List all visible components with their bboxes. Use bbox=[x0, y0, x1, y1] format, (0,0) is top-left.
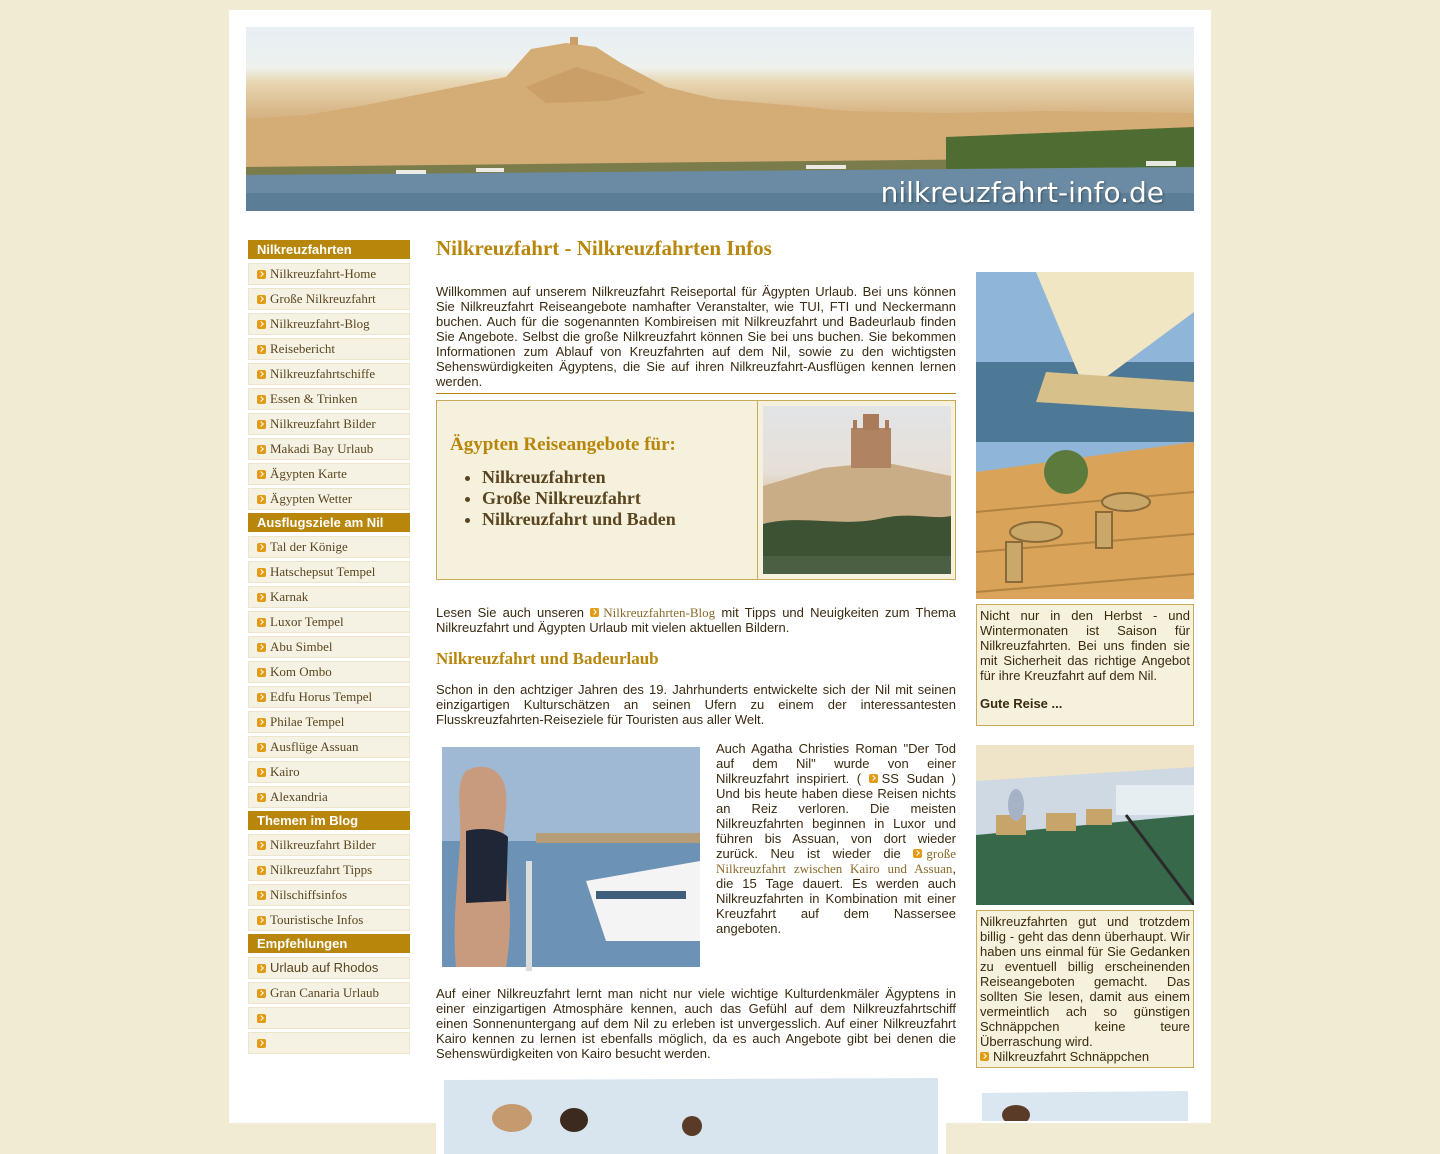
para2-text-a: Auch Agatha Christies Roman "Der Tod auf dem Nil" wurde von einer Nilkreuzfahrt inspiriert. ( bbox=[716, 741, 956, 786]
nav-item-label: Ausflüge Assuan bbox=[270, 739, 359, 754]
nav-item[interactable] bbox=[248, 711, 410, 733]
nav-item[interactable] bbox=[248, 561, 410, 583]
nav-item[interactable] bbox=[248, 661, 410, 683]
nav-item-label: Edfu Horus Tempel bbox=[270, 689, 373, 704]
nav-arrow-icon bbox=[257, 593, 266, 602]
header-banner bbox=[246, 27, 1194, 211]
nav-arrow-icon bbox=[257, 964, 266, 973]
nav-item-label: Makadi Bay Urlaub bbox=[270, 441, 374, 456]
nav-item[interactable] bbox=[248, 686, 410, 708]
nav-section-header: Empfehlungen bbox=[248, 934, 410, 953]
tourists-photo bbox=[436, 1074, 946, 1154]
nav-item-label: Nilkreuzfahrt Tipps bbox=[270, 862, 373, 877]
nav-item[interactable] bbox=[248, 859, 410, 881]
atmosphere-paragraph: Auf einer Nilkreuzfahrt lernt man nicht nur viele wichtige Kulturdenkmäler Ägyptens in einer einzigartigen Atmosphäre kennen, auch das Gefühl auf dem Nilkreuzfahrtschiff einen Sonnenuntergang auf dem Nil zu erleben ist unvergesslich. Auf einer Nilkreuzfahrt Kairo kennen zu lernen ist ebenfalls möglich, da es auch Angebote gibt bei denen die Sehenswürdigkeiten von Kairo besucht werden. bbox=[436, 986, 956, 1061]
nav-item[interactable] bbox=[248, 1032, 410, 1054]
nav-item[interactable] bbox=[248, 834, 410, 856]
season-info-box bbox=[976, 604, 1194, 726]
blog-text-after: mit Tipps und Neuigkeiten zum Thema Nilkreuzfahrt und Ägypten Urlaub mit vielen aktuellen Bildern. bbox=[436, 605, 956, 635]
nav-item-label: Gran Canaria Urlaub bbox=[270, 985, 380, 1000]
nav-item[interactable] bbox=[248, 536, 410, 558]
nav-item[interactable] bbox=[248, 363, 410, 385]
banner-logo-text: nilkreuzfahrt-info.de bbox=[880, 176, 1164, 209]
nav-item[interactable] bbox=[248, 736, 410, 758]
good-trip-text: Gute Reise ... bbox=[980, 696, 1063, 711]
nav-arrow-icon bbox=[257, 295, 266, 304]
nav-item-label: Nilkreuzfahrt-Blog bbox=[270, 316, 370, 331]
ship-deck-photo bbox=[976, 272, 1194, 599]
nav-arrow-icon bbox=[257, 470, 266, 479]
nav-arrow-icon bbox=[257, 270, 266, 279]
nav-arrow-icon bbox=[257, 1014, 266, 1023]
link-arrow-icon bbox=[913, 849, 922, 858]
page-container bbox=[229, 10, 1211, 1123]
nav-arrow-icon bbox=[257, 345, 266, 354]
nav-item[interactable] bbox=[248, 909, 410, 931]
nav-arrow-icon bbox=[257, 445, 266, 454]
offer-link-nilkreuzfahrten[interactable]: • Nilkreuzfahrten bbox=[482, 467, 676, 488]
nav-item[interactable] bbox=[248, 313, 410, 335]
nav-arrow-icon bbox=[257, 668, 266, 677]
nav-arrow-icon bbox=[257, 618, 266, 627]
nav-item-label: Reisebericht bbox=[270, 341, 335, 356]
blog-text-before: Lesen Sie auch unseren bbox=[436, 605, 585, 620]
ss-sudan-link[interactable]: SS Sudan bbox=[881, 771, 945, 786]
cheap-offers-box bbox=[976, 910, 1194, 1068]
nav-arrow-icon bbox=[257, 495, 266, 504]
nav-arrow-icon bbox=[257, 718, 266, 727]
nav-section-header: Ausflugsziele am Nil bbox=[248, 513, 410, 532]
nav-item-label: Tal der Könige bbox=[270, 539, 348, 554]
nav-arrow-icon bbox=[257, 916, 266, 925]
offers-list-panel bbox=[437, 401, 758, 579]
nav-item-label: Abu Simbel bbox=[270, 639, 333, 654]
offers-box bbox=[436, 400, 956, 580]
divider bbox=[436, 393, 956, 394]
side-photo-bottom bbox=[976, 1087, 1194, 1121]
page-title: Nilkreuzfahrt - Nilkreuzfahrten Infos bbox=[436, 236, 772, 260]
offer-link-nilkreuzfahrt-baden[interactable]: • Nilkreuzfahrt und Baden bbox=[482, 509, 676, 530]
nav-item-label: Nilkreuzfahrt Bilder bbox=[270, 837, 376, 852]
nav-arrow-icon bbox=[257, 420, 266, 429]
nav-item-label: Alexandria bbox=[270, 789, 328, 804]
nav-item-label: Ägypten Wetter bbox=[270, 491, 353, 506]
history-paragraph: Schon in den achtziger Jahren des 19. Jahrhunderts entwickelte sich der Nil mit seinen einzigartigen Kulturschätzen an seinen Ufern zu einem der interessantesten Flusskreuzfahrten-Reiseziele für Touristen aus aller Welt. bbox=[436, 682, 956, 727]
intro-paragraph: Willkommen auf unserem Nilkreuzfahrt Reiseportal für Ägypten Urlaub. Bei uns können Sie Nilkreuzfahrt Reiseangebote namhafter Veranstalter, wie TUI, FTI und Neckermann buchen. Auch für die sogenannten Kombireisen mit Nilkreuzfahrt und Badeurlaub finden Sie Angebote. Selbst die große Nilkreuzfahrt können Sie bei uns buchen. Sie bekommen Informationen zum Ablauf von Kreuzfahrten auf dem Nil, sowie zu den wichtigsten Sehenswürdigkeiten Ägyptens, die Sie auf ihren Nilkreuzfahrt-Ausflügen kennen lernen werden. bbox=[436, 284, 956, 389]
nav-section-header: Nilkreuzfahrten bbox=[248, 240, 410, 259]
nav-arrow-icon bbox=[257, 370, 266, 379]
nav-item-label: Nilkreuzfahrt Bilder bbox=[270, 416, 376, 431]
blog-link[interactable]: Nilkreuzfahrten-Blog bbox=[603, 605, 716, 620]
nav-item-label: Karnak bbox=[270, 589, 309, 604]
nav-item-label: Nilkreuzfahrt-Home bbox=[270, 266, 377, 281]
mausoleum-photo bbox=[763, 406, 951, 574]
season-info-text: Nicht nur in den Herbst - und Wintermonaten ist Saison für Nilkreuzfahrten. Bei uns finden sie mit Sicherheit das richtige Angebot für ihre Kreuzfahrt auf dem Nil. bbox=[980, 608, 1190, 683]
nav-item-label: Nilkreuzfahrtschiffe bbox=[270, 366, 376, 381]
nav-arrow-icon bbox=[257, 643, 266, 652]
nav-item[interactable] bbox=[248, 786, 410, 808]
nav-arrow-icon bbox=[257, 568, 266, 577]
right-sidebar bbox=[976, 272, 1194, 1121]
nav-item[interactable] bbox=[248, 761, 410, 783]
offers-list bbox=[451, 467, 676, 530]
nav-item[interactable] bbox=[248, 884, 410, 906]
nav-item-label: Philae Tempel bbox=[270, 714, 345, 729]
nav-arrow-icon bbox=[257, 543, 266, 552]
woman-on-ship-photo bbox=[436, 741, 706, 973]
offers-heading: Ägypten Reiseangebote für: bbox=[450, 434, 676, 455]
nav-item[interactable] bbox=[248, 413, 410, 435]
nav-arrow-icon bbox=[257, 841, 266, 850]
nav-item[interactable] bbox=[248, 463, 410, 485]
nav-item-label: Essen & Trinken bbox=[270, 391, 358, 406]
nav-item[interactable] bbox=[248, 957, 410, 979]
nav-arrow-icon bbox=[257, 793, 266, 802]
nav-arrow-icon bbox=[257, 395, 266, 404]
nav-item-label: Touristische Infos bbox=[270, 912, 364, 927]
nav-item[interactable] bbox=[248, 1007, 410, 1029]
nav-item[interactable] bbox=[248, 636, 410, 658]
nav-item[interactable] bbox=[248, 263, 410, 285]
schnaeppchen-link[interactable]: Nilkreuzfahrt Schnäppchen bbox=[993, 1049, 1150, 1064]
nav-item[interactable] bbox=[248, 288, 410, 310]
cheap-offers-text: Nilkreuzfahrten gut und trotzdem billig - geht das denn überhaupt. Wir haben uns einmal für Sie Gedanken zu eventuell billig erscheinenden Reiseangeboten gemacht. Das sollten Sie lesen, damit aus einem vermeintlich ach so günstigen Schnäppchen keine teure Überraschung wird. bbox=[980, 914, 1190, 1049]
nav-item[interactable] bbox=[248, 611, 410, 633]
nav-arrow-icon bbox=[257, 743, 266, 752]
sidebar-nav bbox=[248, 240, 410, 1057]
nav-arrow-icon bbox=[257, 768, 266, 777]
para2-text-c: , die 15 Tage dauert. Es werden auch Nilkreuzfahrten in Kombination mit einer Kreuzfahrt auf dem Nassersee angeboten. bbox=[716, 861, 956, 936]
nav-arrow-icon bbox=[257, 989, 266, 998]
nav-arrow-icon bbox=[257, 1039, 266, 1048]
nav-item[interactable] bbox=[248, 388, 410, 410]
nav-arrow-icon bbox=[257, 693, 266, 702]
link-arrow-icon bbox=[869, 774, 878, 783]
link-arrow-icon bbox=[980, 1052, 989, 1061]
nav-arrow-icon bbox=[257, 891, 266, 900]
nav-item-label: Große Nilkreuzfahrt bbox=[270, 291, 376, 306]
nav-item-label: Ägypten Karte bbox=[270, 466, 347, 481]
para2-text-b: ) Und bis heute haben diese Reisen nichts an Reiz verloren. Die meisten Nilkreuzfahrten beginnen in Luxor und führen bis Assuan, von dort wieder zurück. Neu ist wieder die bbox=[716, 771, 956, 861]
nav-item-label: Nilschiffsinfos bbox=[270, 887, 348, 902]
link-arrow-icon bbox=[590, 608, 599, 617]
nav-item-label: Kairo bbox=[270, 764, 300, 779]
nav-item[interactable] bbox=[248, 338, 410, 360]
nav-item-label: Luxor Tempel bbox=[270, 614, 344, 629]
section-title: Nilkreuzfahrt und Badeurlaub bbox=[436, 649, 659, 668]
nav-item[interactable] bbox=[248, 586, 410, 608]
ship-restaurant-photo bbox=[976, 745, 1194, 905]
nav-section-header: Themen im Blog bbox=[248, 811, 410, 830]
offer-link-grosse-nilkreuzfahrt[interactable]: • Große Nilkreuzfahrt bbox=[482, 488, 676, 509]
nav-arrow-icon bbox=[257, 866, 266, 875]
main-content bbox=[436, 236, 956, 1061]
nav-item[interactable] bbox=[248, 438, 410, 460]
nav-item-label: Hatschepsut Tempel bbox=[270, 564, 376, 579]
nav-item[interactable] bbox=[248, 982, 410, 1004]
cheap-offers-link-row bbox=[980, 1049, 1190, 1064]
nav-item-label: Urlaub auf Rhodos bbox=[270, 960, 379, 975]
blog-paragraph bbox=[436, 605, 956, 635]
agatha-christie-paragraph bbox=[716, 741, 956, 936]
nav-item-label: Kom Ombo bbox=[270, 664, 332, 679]
nav-item[interactable] bbox=[248, 488, 410, 510]
grosse-nilkreuzfahrt-link[interactable]: große Nilkreuzfahrt zwischen Kairo und Assuan bbox=[716, 846, 956, 876]
nav-arrow-icon bbox=[257, 320, 266, 329]
